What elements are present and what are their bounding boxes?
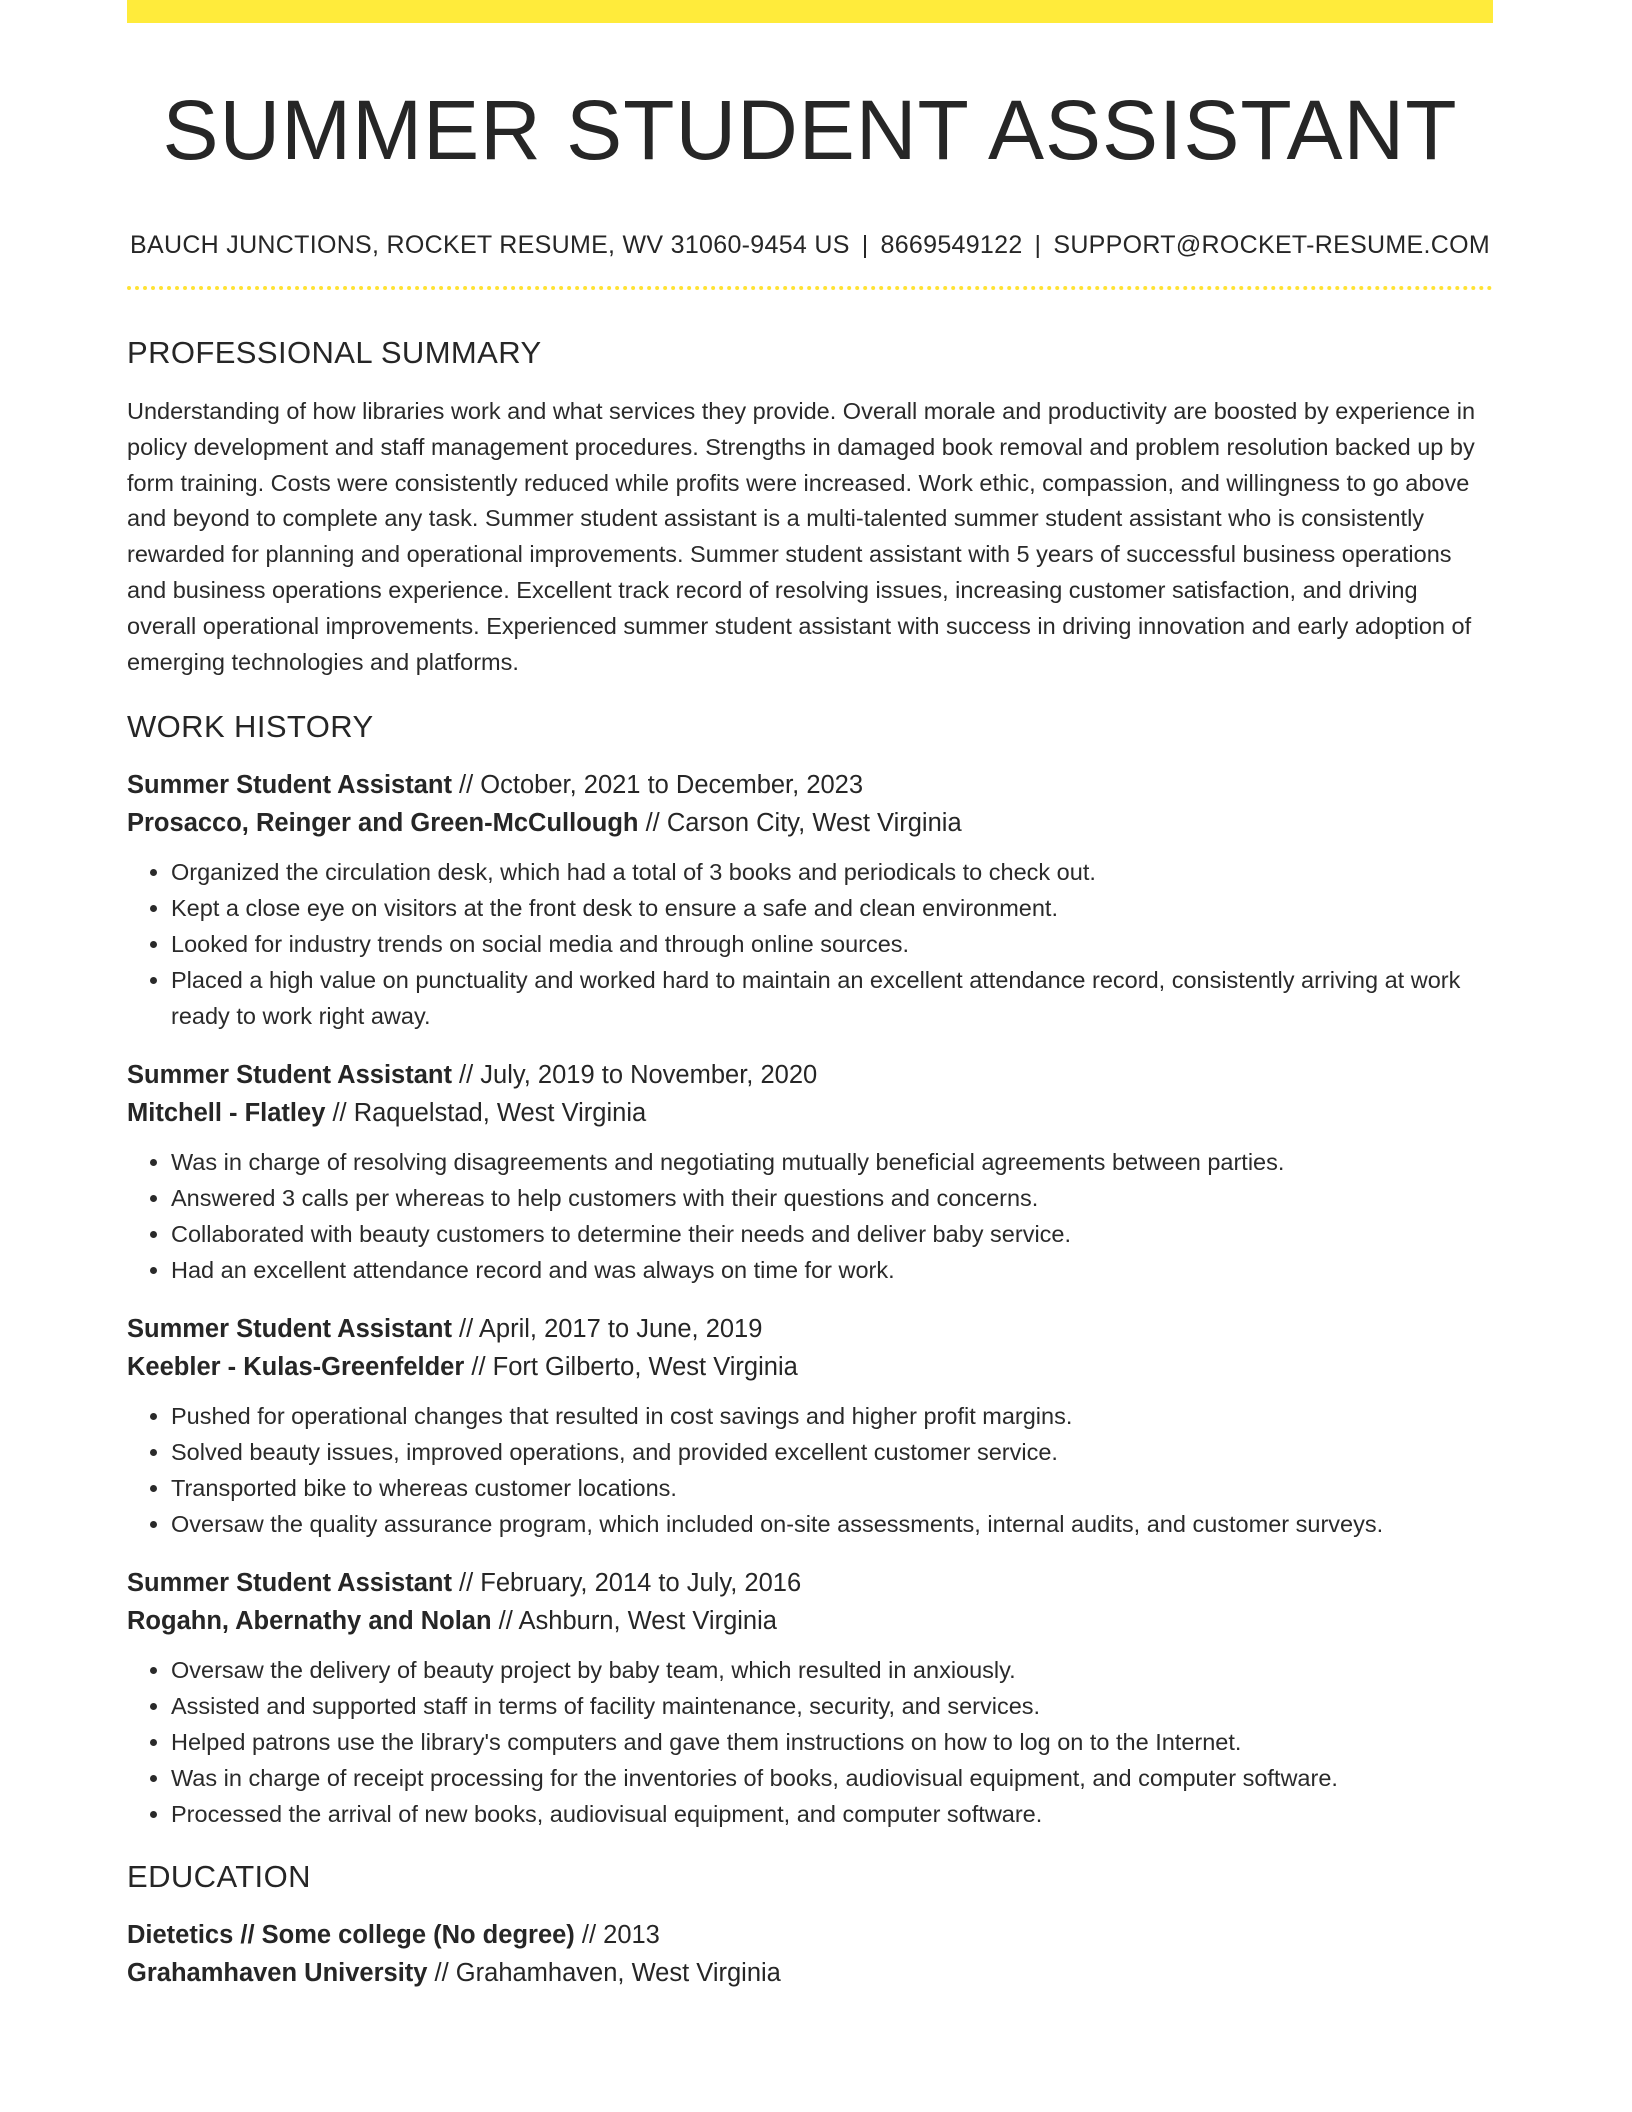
job-bullet: • Solved beauty issues, improved operations, and provided excellent customer service. xyxy=(171,1434,1493,1470)
job-dates: // October, 2021 to December, 2023 xyxy=(451,771,864,800)
contact-separator: | xyxy=(861,231,869,259)
job-bullet: • Processed the arrival of new books, audiovisual equipment, and computer software. xyxy=(171,1796,1493,1832)
job-bullet: • Transported bike to whereas customer locations. xyxy=(171,1470,1493,1506)
job-bullet: • Oversaw the quality assurance program, which included on-site assessments, internal audits, and customer surveys. xyxy=(171,1506,1493,1542)
job-bullet: • Had an excellent attendance record and was always on time for work. xyxy=(171,1252,1493,1288)
job-bullet: • Assisted and supported staff in terms of facility maintenance, security, and services. xyxy=(171,1688,1493,1724)
job-entry xyxy=(127,1310,1493,1542)
job-bullet: • Looked for industry trends on social media and through online sources. xyxy=(171,926,1493,962)
education-school: Grahamhaven University xyxy=(127,1959,428,1988)
job-bullet: • Pushed for operational changes that resulted in cost savings and higher profit margins. xyxy=(171,1398,1493,1434)
education-heading: EDUCATION xyxy=(127,1859,311,1895)
job-bullets xyxy=(127,854,1493,1034)
job-company: Rogahn, Abernathy and Nolan xyxy=(127,1607,492,1636)
job-entry xyxy=(127,1056,1493,1288)
job-dates: // April, 2017 to June, 2019 xyxy=(451,1315,763,1344)
job-location: // Ashburn, West Virginia xyxy=(491,1607,777,1636)
education-school-line xyxy=(127,1954,1493,1992)
job-bullets xyxy=(127,1144,1493,1288)
job-dates: // July, 2019 to November, 2020 xyxy=(451,1061,818,1090)
job-company: Prosacco, Reinger and Green-McCullough xyxy=(127,809,639,838)
job-company-line xyxy=(127,1602,1493,1640)
job-role: Summer Student Assistant xyxy=(127,771,452,800)
education-year: // 2013 xyxy=(574,1921,660,1950)
job-bullet: • Placed a high value on punctuality and worked hard to maintain an excellent attendance record, consistently arriving at work ready to work right away. xyxy=(171,962,1493,1034)
education-entry xyxy=(127,1916,1493,1992)
job-bullet: • Kept a close eye on visitors at the front desk to ensure a safe and clean environment. xyxy=(171,890,1493,926)
job-title-line xyxy=(127,766,1493,804)
contact-address: BAUCH JUNCTIONS, ROCKET RESUME, WV 31060-9454 US xyxy=(130,231,850,259)
job-title-line xyxy=(127,1564,1493,1602)
job-bullet: • Answered 3 calls per whereas to help customers with their questions and concerns. xyxy=(171,1180,1493,1216)
job-bullet: • Oversaw the delivery of beauty project by baby team, which resulted in anxiously. xyxy=(171,1652,1493,1688)
contact-phone: 8669549122 xyxy=(880,231,1023,259)
job-role: Summer Student Assistant xyxy=(127,1061,452,1090)
contact-email: SUPPORT@ROCKET-RESUME.COM xyxy=(1053,231,1490,259)
job-entry xyxy=(127,1564,1493,1832)
work-history-heading: WORK HISTORY xyxy=(127,709,374,745)
job-location: // Fort Gilberto, West Virginia xyxy=(464,1353,798,1382)
summary-text: Understanding of how libraries work and what services they provide. Overall morale and productivity are boosted by experience in policy development and staff management procedures. Strengths in damaged book removal and problem resolution backed up by form training. Costs were consistently reduced while profits were increased. Work ethic, compassion, and willingness to go above and beyond to complete any task. Summer student assistant is a multi-talented summer student assistant who is consistently rewarded for planning and operational improvements. Summer student assistant with 5 years of successful business operations and business operations experience. Excellent track record of resolving issues, increasing customer satisfaction, and driving overall operational improvements. Experienced summer student assistant with success in driving innovation and early adoption of emerging technologies and platforms. xyxy=(127,398,1476,675)
job-company-line xyxy=(127,804,1493,842)
contact-separator: | xyxy=(1034,231,1042,259)
job-location: // Raquelstad, West Virginia xyxy=(325,1099,647,1128)
job-role: Summer Student Assistant xyxy=(127,1315,452,1344)
job-bullet: • Collaborated with beauty customers to determine their needs and deliver baby service. xyxy=(171,1216,1493,1252)
contact-line xyxy=(127,230,1493,260)
resume-content xyxy=(127,0,1493,1992)
job-title-line xyxy=(127,1310,1493,1348)
job-dates: // February, 2014 to July, 2016 xyxy=(451,1569,802,1598)
education-location: // Grahamhaven, West Virginia xyxy=(427,1959,781,1988)
job-company: Keebler - Kulas-Greenfelder xyxy=(127,1353,465,1382)
job-company: Mitchell - Flatley xyxy=(127,1099,326,1128)
job-company-line xyxy=(127,1094,1493,1132)
job-bullet: • Helped patrons use the library's computers and gave them instructions on how to log on to the Internet. xyxy=(171,1724,1493,1760)
job-entry xyxy=(127,766,1493,1034)
job-bullet: • Was in charge of receipt processing for the inventories of books, audiovisual equipment, and computer software. xyxy=(171,1760,1493,1796)
job-bullets xyxy=(127,1398,1493,1542)
education-degree-line xyxy=(127,1916,1493,1954)
education-degree: Dietetics // Some college (No degree) xyxy=(127,1921,575,1950)
job-title-line xyxy=(127,1056,1493,1094)
job-bullet: • Was in charge of resolving disagreements and negotiating mutually beneficial agreements between parties. xyxy=(171,1144,1493,1180)
job-company-line xyxy=(127,1348,1493,1386)
candidate-name: SUMMER STUDENT ASSISTANT xyxy=(162,83,1458,177)
job-role: Summer Student Assistant xyxy=(127,1569,452,1598)
job-bullets xyxy=(127,1652,1493,1832)
summary-heading: PROFESSIONAL SUMMARY xyxy=(127,335,542,370)
dotted-divider xyxy=(127,286,1493,290)
job-location: // Carson City, West Virginia xyxy=(638,809,962,838)
job-bullet: • Organized the circulation desk, which had a total of 3 books and periodicals to check out. xyxy=(171,854,1493,890)
